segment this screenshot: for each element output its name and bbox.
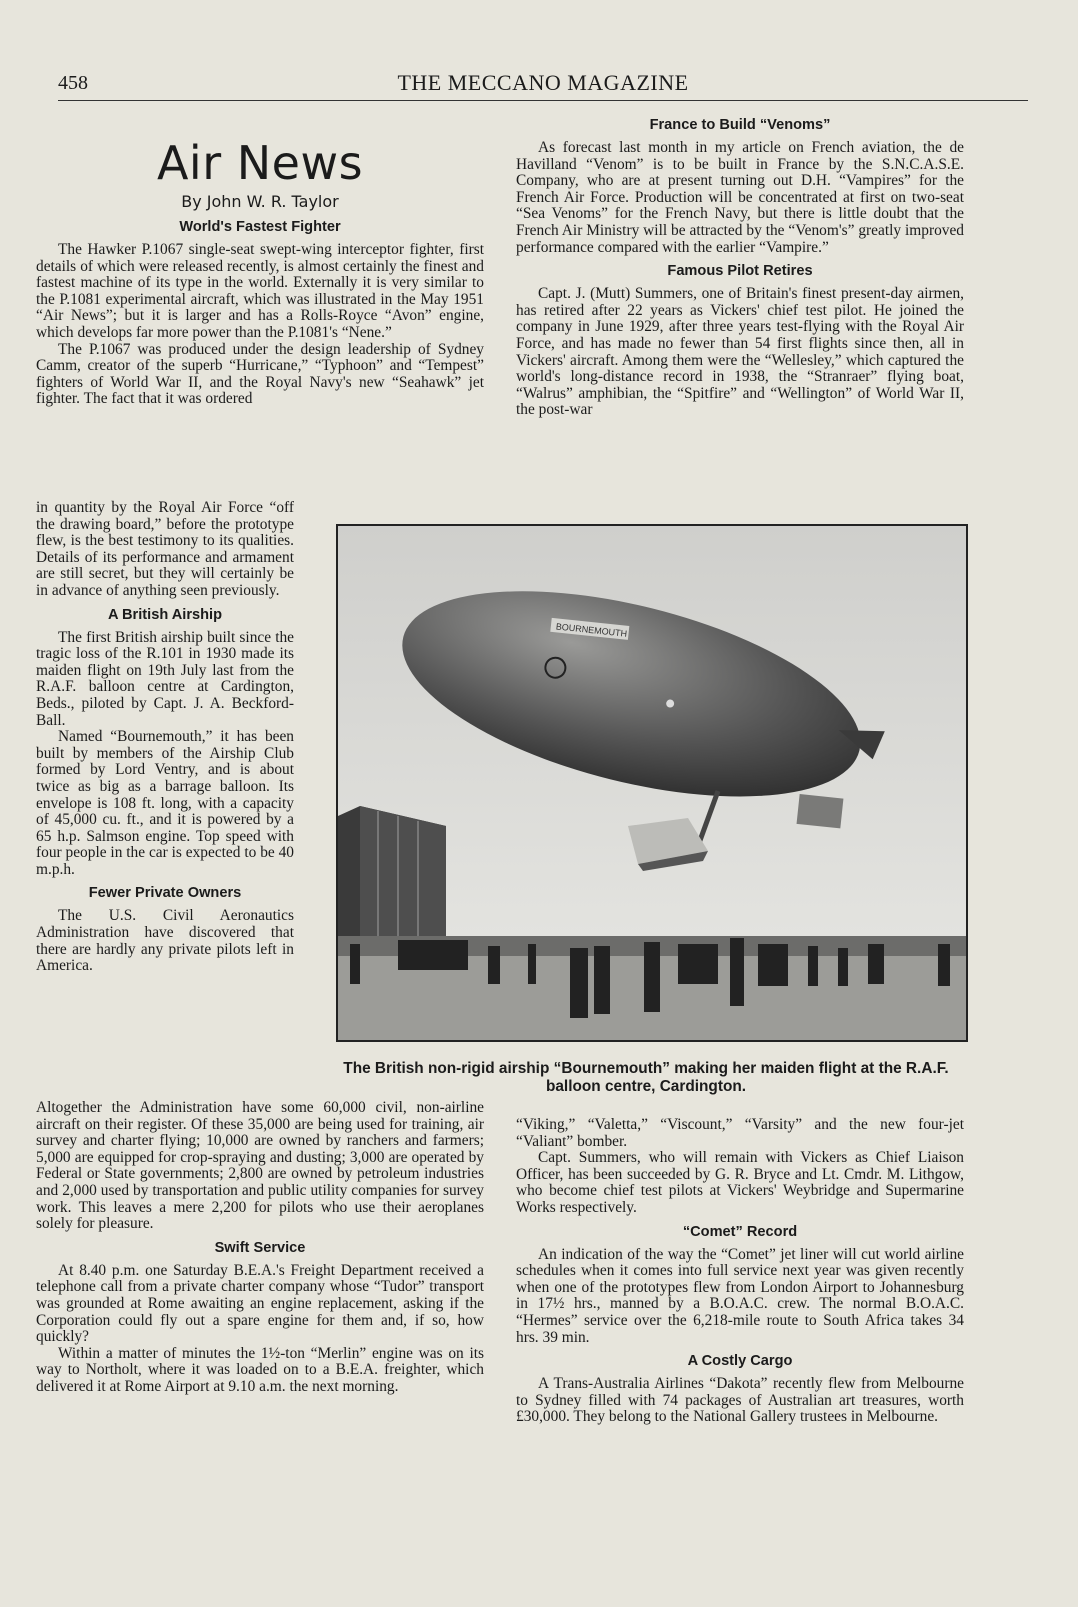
heading-a-british-airship: A British Airship <box>107 606 223 623</box>
ground-and-crowd <box>338 936 966 1040</box>
article-title: Air News <box>156 136 364 190</box>
article-byline: By John W. R. Taylor <box>181 192 339 211</box>
fin <box>797 794 844 828</box>
right-column-bottom <box>516 1117 964 1426</box>
heading-france-to-build-venoms: France to Build “Venoms” <box>649 117 831 133</box>
page-number: 458 <box>58 72 88 94</box>
paragraph: The Hawker P.1067 single-seat swept-wing interceptor fighter, first details of which were released recently, is almost certainly the finest and fastest machine of its type in the world. Externally it is very similar to the P.1081 experimental aircraft, which was illustrated in the May 1951 “Air News”; but it is larger and has a Rolls-Royce “Avon” engine, which develops far more power than the P.1081's “Nene.” <box>36 241 484 341</box>
paragraph: The first British airship built since the tragic loss of the R.101 in 1930 made its maiden flight on 19th July last from the R.A.F. balloon centre at Cardington, Beds., piloted by Capt. J. A. Beckford-Ball. <box>36 628 294 729</box>
paragraph: Within a matter of minutes the 1½-ton “Merlin” engine was on its way to Northolt, where it was loaded on to a B.E.A. freighter, which delivered it at Rome Airport at 9.10 a.m. the next morning. <box>36 1344 484 1395</box>
paragraph: in quantity by the Royal Air Force “off the drawing board,” before the prototype flew, is the best testimony to its qualities. Details of its performance and armament are still secret, but they will certainly be in advance of anything seen previously. <box>36 499 294 599</box>
running-header <box>58 70 1028 101</box>
heading-worlds-fastest-fighter: World's Fastest Fighter <box>179 219 341 235</box>
paragraph: A Trans-Australia Airlines “Dakota” recently flew from Melbourne to Sydney filled with 74 packages of Australian art treasures, worth £30,000. They belong to the National Gallery trustees in Melbourne. <box>516 1375 964 1426</box>
right-column-top <box>516 117 964 419</box>
paragraph: As forecast last month in my article on French aviation, the de Havilland “Venom” is to be built in France by the S.N.C.A.S.E. Company, who are at present turning out D.H. “Vampires” for the French Air Force. Production will be concentrated at first on two-seat “Sea Venoms” for the French Navy, but there is little doubt that the French Air Ministry will be attracted by the “Venom's” greatly improved performance compared with the earlier “Vampire.” <box>516 139 964 256</box>
paragraph: The P.1067 was produced under the design leadership of Sydney Camm, creator of the superb “Hurricane,” “Typhoon” and “Tempest” fighters of World War II, and the Royal Navy's new “Seahawk” jet fighter. The fact that it was ordered <box>36 340 484 408</box>
heading-famous-pilot-retires: Famous Pilot Retires <box>667 263 813 280</box>
magazine-title: THE MECCANO MAGAZINE <box>397 70 689 95</box>
left-column-top <box>36 136 484 408</box>
left-narrow-column <box>36 500 294 975</box>
paragraph: Capt. J. (Mutt) Summers, one of Britain's finest present-day airmen, has retired after 22 years as Vickers' chief test pilot. He joined the company in June 1929, after three years test-flying with the Royal Air Force, and has made no fewer than 54 first flights since then, all in Vickers' aircraft. Among them were the “Wellesley,” which captured the world's long-distance record in 1938, the “Stranraer” flying boat, “Walrus” amphibian, the “Spitfire” and “Wellington” of World War II, the post-war <box>516 285 964 419</box>
heading-a-costly-cargo: A Costly Cargo <box>687 1353 793 1370</box>
paragraph: At 8.40 p.m. one Saturday B.E.A.'s Freight Department received a telephone call from a private charter company whose “Tudor” transport was grounded at Rome awaiting an engine replacement, asking if the Corporation could fly out a spare engine for them and, if so, how quickly? <box>36 1261 484 1346</box>
envelope-lettering: BOURNEMOUTH <box>555 621 628 639</box>
paragraph: An indication of the way the “Comet” jet liner will cut world airline schedules when it comes into full service next year was given recently when one of the prototypes flew from London Airport to Johannesburg in 17½ hrs., manned by a B.O.A.C. crew. The normal B.O.A.C. “Hermes” service over the 6,218-mile route to South Africa takes 34 hrs. 39 min. <box>516 1245 964 1346</box>
paragraph: The U.S. Civil Aeronautics Administration have discovered that there are hardly any private pilots left in America. <box>36 907 294 975</box>
paragraph: Named “Bournemouth,” it has been built by members of the Airship Club formed by Lord Ventry, and is about twice as big as a barrage balloon. Its envelope is 108 ft. long, with a capacity of 45,000 cu. ft., and it is powered by a 65 h.p. Salmson engine. Top speed with four people in the car is expected to be 40 m.p.h. <box>36 728 294 878</box>
airship-photo <box>336 524 968 1042</box>
heading-swift-service: Swift Service <box>214 1239 306 1256</box>
paragraph: “Viking,” “Valetta,” “Viscount,” “Varsity” and the new four-jet “Valiant” bomber. <box>516 1116 964 1150</box>
paragraph: Altogether the Administration have some 60,000 civil, non-airline aircraft on their register. Of these 35,000 are being used for training, air survey and charter flying; 10,000 are owned by ranchers and farmers; 5,000 are equipped for crop-spraying and dusting; 3,000 are operated by Federal or State governments; 2,800 are owned by petroleum industries and 2,000 used by transportation and public utility companies for survey work. This leaves a mere 2,200 for pilots who use their aeroplanes solely for pleasure. <box>36 1099 484 1233</box>
photo-caption: The British non-rigid airship “Bournemouth” making her maiden flight at the R.A.F. balloon centre, Cardington. <box>343 1060 949 1095</box>
heading-fewer-private-owners: Fewer Private Owners <box>88 885 242 902</box>
paragraph: Capt. Summers, who will remain with Vickers as Chief Liaison Officer, has been succeeded by G. R. Bryce and Lt. Cmdr. M. Lithgow, who become chief test pilots at Vickers' Weybridge and Supermarine Works respectively. <box>516 1149 964 1216</box>
article-title-block <box>36 136 484 211</box>
left-column-bottom <box>36 1100 484 1396</box>
heading-comet-record: “Comet” Record <box>682 1223 798 1240</box>
airship-photo-image <box>338 526 966 1040</box>
